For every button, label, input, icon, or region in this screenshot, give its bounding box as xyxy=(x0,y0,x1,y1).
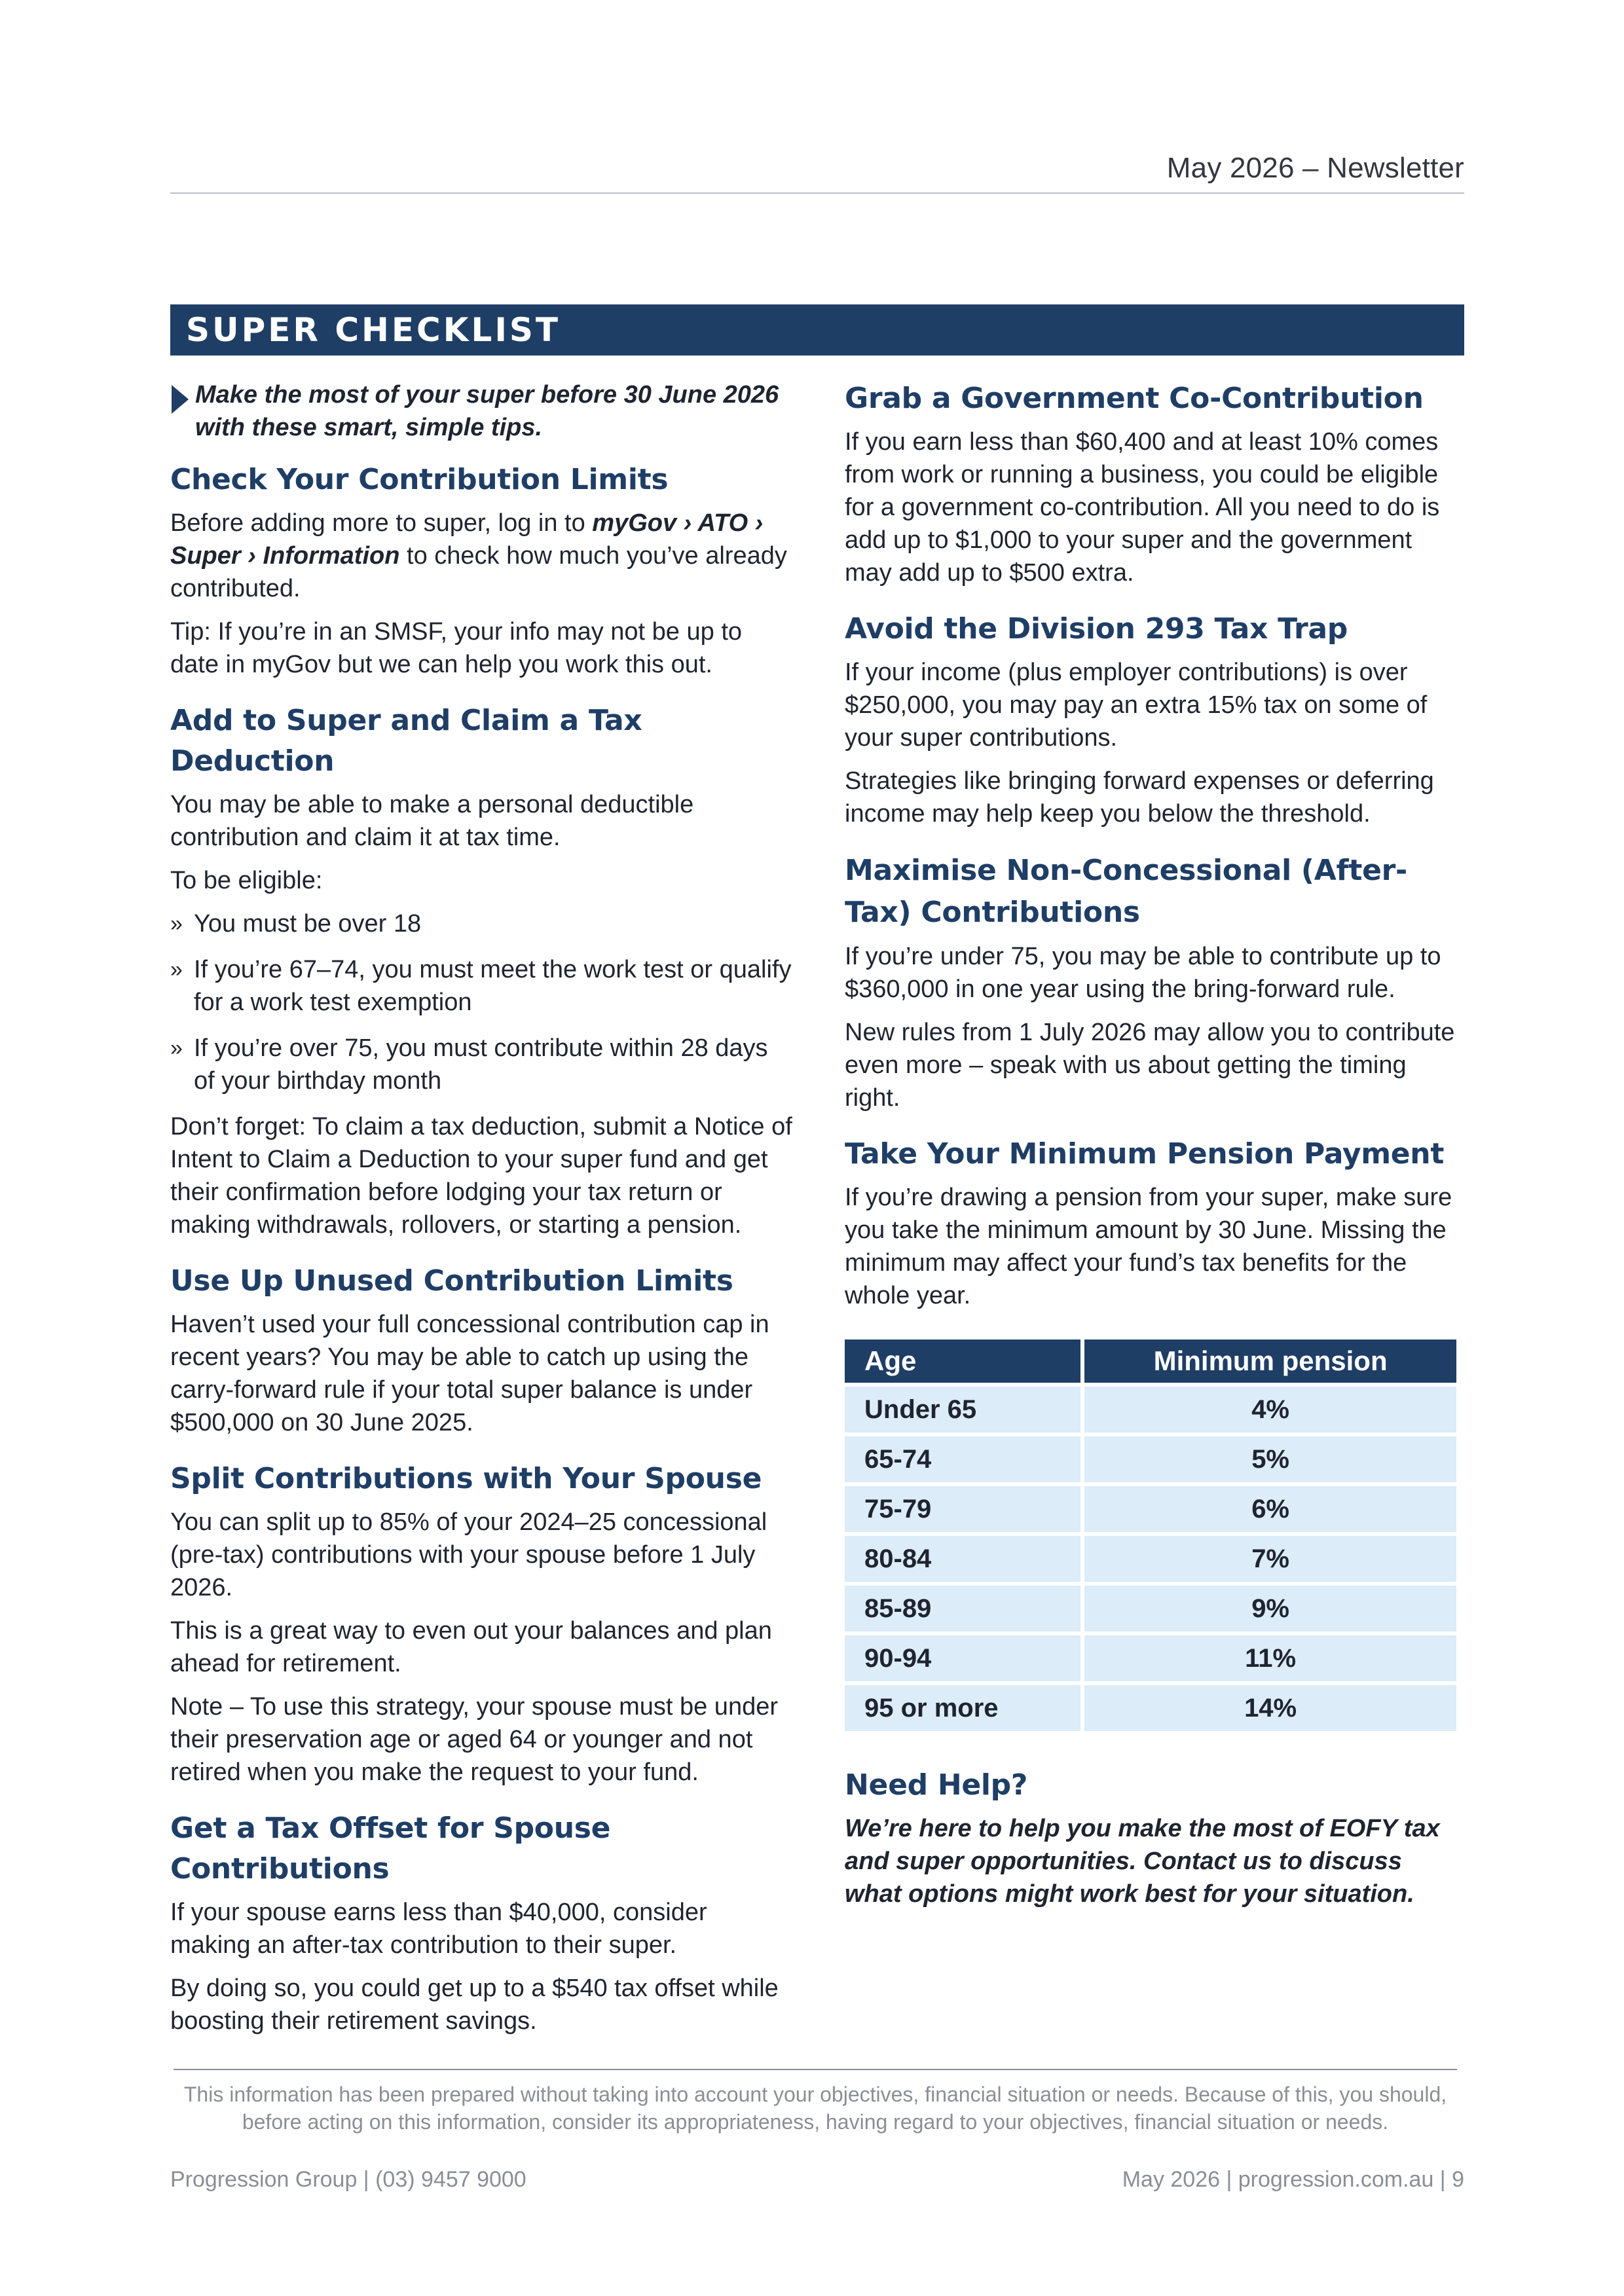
table-row xyxy=(845,1536,1456,1582)
rate-cell: 5% xyxy=(1084,1436,1456,1482)
age-cell: Under 65 xyxy=(845,1387,1080,1432)
list-item-text: If you’re 67–74, you must meet the work test or qualify for a work test exemption xyxy=(194,956,792,1016)
spouse-split-note: Note – To use this strategy, your spouse must be under their preservation age or aged 64 or younger and not retired when you make the request to your fund. xyxy=(170,1693,778,1786)
heading-contribution-limits: Check Your Contribution Limits xyxy=(170,463,669,496)
table-row xyxy=(845,1387,1456,1432)
text-fragment: to check how much you’ve already contributed. xyxy=(170,542,787,602)
section-unused-limits xyxy=(170,1261,792,1439)
age-cell: 95 or more xyxy=(845,1685,1080,1731)
chevron-right-icon: » xyxy=(170,911,183,936)
heading-unused-limits: Use Up Unused Contribution Limits xyxy=(170,1264,733,1298)
header-divider xyxy=(170,192,1464,194)
chevron-right-icon: » xyxy=(170,1036,183,1061)
rate-cell: 7% xyxy=(1084,1536,1456,1582)
section-non-concessional xyxy=(845,850,1464,1114)
age-cell: 90-94 xyxy=(845,1635,1080,1681)
heading-spouse-split: Split Contributions with Your Spouse xyxy=(170,1462,762,1495)
rate-cell: 14% xyxy=(1084,1685,1456,1731)
eligibility-list xyxy=(170,907,792,1097)
section-division-293 xyxy=(845,609,1464,830)
newsletter-title: May 2026 – Newsletter xyxy=(1166,152,1464,184)
minimum-pension-text: If you’re drawing a pension from your super, make sure you take the minimum amount by 30 June. Missing the minimum may affect your fund’s tax benefits for the whole year. xyxy=(845,1184,1452,1309)
contribution-limits-text xyxy=(170,507,792,605)
age-cell: 85-89 xyxy=(845,1586,1080,1631)
text-fragment: Before adding more to super, log in to xyxy=(170,509,593,537)
minimum-pension-table xyxy=(841,1336,1460,1735)
co-contribution-text: If you earn less than $60,400 and at least 10% comes from work or running a business, you could be eligible for a government co-contribution. All you need to do is add up to $1,000 to your super and the government may add up to $500 extra. xyxy=(845,428,1440,587)
list-item xyxy=(170,1032,792,1097)
section-banner xyxy=(170,304,1464,355)
section-tax-deduction xyxy=(170,701,792,1241)
spouse-split-benefit: This is a great way to even out your balances and plan ahead for retirement. xyxy=(170,1617,772,1677)
heading-spouse-offset: Get a Tax Offset for Spouse Contributions xyxy=(170,1812,611,1886)
section-need-help xyxy=(845,1765,1464,1910)
intro-text: Make the most of your super before 30 June 2026 with these smart, simple tips. xyxy=(195,381,779,441)
age-cell: 80-84 xyxy=(845,1536,1080,1582)
footer-divider xyxy=(174,2069,1457,2070)
spouse-split-text: You can split up to 85% of your 2024–25 concessional (pre-tax) contributions with your spouse before 1 July 2026. xyxy=(170,1508,767,1601)
section-co-contribution xyxy=(845,378,1464,589)
spouse-offset-benefit: By doing so, you could get up to a $540 tax offset while boosting their retirement savings. xyxy=(170,1975,779,2035)
company-contact: Progression Group | (03) 9457 9000 xyxy=(170,2167,526,2192)
unused-limits-text: Haven’t used your full concessional contribution cap in recent years? You may be able to catch up using the carry-forward rule if your total super balance is under $500,000 on 30 June 2025. xyxy=(170,1311,769,1436)
heading-non-concessional: Maximise Non-Concessional (After-Tax) Contributions xyxy=(845,854,1407,929)
list-item-text: You must be over 18 xyxy=(194,910,422,938)
age-cell: 65-74 xyxy=(845,1436,1080,1482)
list-item xyxy=(170,953,792,1019)
banner-title: SUPER CHECKLIST xyxy=(186,311,561,349)
table-header-row xyxy=(845,1339,1456,1383)
column-header-age: Age xyxy=(845,1339,1080,1383)
page-info: May 2026 | progression.com.au | 9 xyxy=(1122,2167,1464,2192)
chevron-right-icon: » xyxy=(170,957,183,982)
table-row xyxy=(845,1685,1456,1731)
left-column xyxy=(170,378,792,2057)
division-293-text: If your income (plus employer contributions) is over $250,000, you may pay an extra 15% tax on some of your super contributions. xyxy=(845,659,1428,752)
non-concessional-text: If you’re under 75, you may be able to contribute up to $360,000 in one year using the bring-forward rule. xyxy=(845,943,1441,1003)
heading-division-293: Avoid the Division 293 Tax Trap xyxy=(845,612,1348,646)
rate-cell: 6% xyxy=(1084,1486,1456,1532)
section-minimum-pension xyxy=(845,1134,1464,1312)
triangle-arrow-icon xyxy=(172,385,189,414)
age-cell: 75-79 xyxy=(845,1486,1080,1532)
eligibility-label: To be eligible: xyxy=(170,867,323,894)
intro xyxy=(170,378,792,444)
disclaimer: This information has been prepared without taking into account your objectives, financial situation or needs. Because of this, you should, before acting on this information, consider its appropriateness, having regard to your objectives, financial situation or needs. xyxy=(183,2083,1447,2134)
rate-cell: 9% xyxy=(1084,1586,1456,1631)
heading-need-help: Need Help? xyxy=(845,1768,1028,1802)
notice-of-intent-text: Don’t forget: To claim a tax deduction, submit a Notice of Intent to Claim a Deduction to your super fund and get their confirmation before lodging your tax return or making withdrawals, rollovers, or starting a pension. xyxy=(170,1113,792,1239)
rate-cell: 4% xyxy=(1084,1387,1456,1432)
smsf-tip: Tip: If you’re in an SMSF, your info may not be up to date in myGov but we can help you work this out. xyxy=(170,618,743,678)
column-header-minimum-pension: Minimum pension xyxy=(1084,1339,1456,1383)
section-spouse-split xyxy=(170,1459,792,1789)
heading-tax-deduction: Add to Super and Claim a Tax Deduction xyxy=(170,704,642,778)
heading-co-contribution: Grab a Government Co-Contribution xyxy=(845,382,1424,415)
section-spouse-offset xyxy=(170,1808,792,2037)
spouse-offset-text: If your spouse earns less than $40,000, consider making an after-tax contribution to their super. xyxy=(170,1899,707,1959)
rate-cell: 11% xyxy=(1084,1635,1456,1681)
tax-deduction-text: You may be able to make a personal deductible contribution and claim it at tax time. xyxy=(170,791,694,851)
section-contribution-limits xyxy=(170,460,792,681)
division-293-strategies: Strategies like bringing forward expenses or deferring income may help keep you below the threshold. xyxy=(845,767,1434,828)
table-row xyxy=(845,1635,1456,1681)
non-concessional-new-rules: New rules from 1 July 2026 may allow you to contribute even more – speak with us about getting the timing right. xyxy=(845,1019,1455,1112)
mygov-path: myGov › ATO › Super › Information xyxy=(170,509,764,570)
table-row xyxy=(845,1586,1456,1631)
list-item xyxy=(170,907,792,940)
need-help-text: We’re here to help you make the most of EOFY tax and super opportunities. Contact us to discuss what options might work best for your situation. xyxy=(845,1815,1440,1908)
list-item-text: If you’re over 75, you must contribute within 28 days of your birthday month xyxy=(194,1034,768,1095)
table-row xyxy=(845,1436,1456,1482)
heading-minimum-pension: Take Your Minimum Pension Payment xyxy=(845,1137,1445,1171)
table-row xyxy=(845,1486,1456,1532)
right-column xyxy=(845,378,1464,1930)
